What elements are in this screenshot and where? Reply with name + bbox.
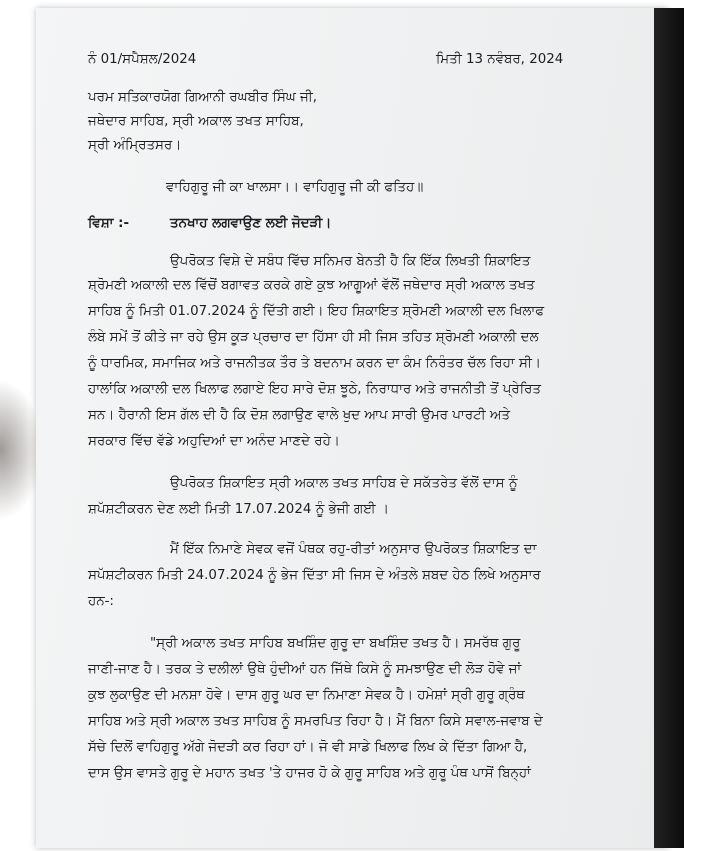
reference-number: ਨੰ 01/ਸਪੈਸ਼ਲ/2024 <box>88 52 197 67</box>
paragraph-line: ਸਾਹਿਬ ਨੂੰ ਮਿਤੀ 01.07.2024 ਨੂੰ ਦਿੱਤੀ ਗਈ। ਇਹ ਸ਼ਿਕਾਇਤ ਸ਼੍ਰੋਮਣੀ ਅਕਾਲੀ ਦਲ ਖਿਲਾਫ <box>88 304 545 319</box>
paragraph-line: ਹਾਲਾਂਕਿ ਅਕਾਲੀ ਦਲ ਖਿਲਾਫ ਲਗਾਏ ਇਹ ਸਾਰੇ ਦੋਸ਼ ਝੂਠੇ, ਨਿਰਾਧਾਰ ਅਤੇ ਰਾਜਨੀਤੀ ਤੋਂ ਪ੍ਰੇਰਿਤ <box>88 382 541 397</box>
quote-line: ਦਾਸ ਉਸ ਵਾਸਤੇ ਗੁਰੂ ਦੇ ਮਹਾਨ ਤਖਤ 'ਤੇ ਹਾਜਰ ਹੋ ਕੇ ਗੁਰੂ ਸਾਹਿਬ ਅਤੇ ਗੁਰੂ ਪੰਥ ਪਾਸੋਂ ਬਿਨ੍ਹਾਂ <box>88 766 531 781</box>
quote-line: ਜਾਣੀ-ਜਾਣ ਹੈ। ਤਰਕ ਤੇ ਦਲੀਲਾਂ ਉਥੇ ਹੁੰਦੀਆਂ ਹਨ ਜਿੱਥੇ ਕਿਸੇ ਨੂੰ ਸਮਝਾਉਣ ਦੀ ਲੋੜ ਹੋਵੇ ਜਾਂ <box>88 662 522 677</box>
quote-line: ਕੁਝ ਲੁਕਾਉਣ ਦੀ ਮਨਸ਼ਾ ਹੋਵੇ। ਦਾਸ ਗੁਰੂ ਘਰ ਦਾ ਨਿਮਾਣਾ ਸੇਵਕ ਹੈ। ਹਮੇਸ਼ਾਂ ਸ੍ਰੀ ਗੁਰੂ ਗ੍ਰੰਥ <box>88 688 525 703</box>
paragraph-line: ਨੂੰ ਧਾਰਮਿਕ, ਸਮਾਜਿਕ ਅਤੇ ਰਾਜਨੀਤਕ ਤੌਰ ਤੇ ਬਦਨਾਮ ਕਰਨ ਦਾ ਕੰਮ ਨਿਰੰਤਰ ਚੱਲ ਰਿਹਾ ਸੀ। <box>88 356 541 371</box>
paragraph-line: ਉਪਰੋਕਤ ਵਿਸ਼ੇ ਦੇ ਸਬੰਧ ਵਿੱਚ ਸਨਿਮਰ ਬੇਨਤੀ ਹੈ ਕਿ ਇੱਕ ਲਿਖਤੀ ਸ਼ਿਕਾਇਤ <box>170 254 531 269</box>
addressee-line: ਸ੍ਰੀ ਅੰਮ੍ਰਿਤਸਰ। <box>88 138 182 153</box>
addressee-line: ਪਰਮ ਸਤਿਕਾਰਯੋਗ ਗਿਆਨੀ ਰਘਬੀਰ ਸਿੰਘ ਜੀ, <box>88 90 318 105</box>
letter-date: ਮਿਤੀ 13 ਨਵੰਬਰ, 2024 <box>436 52 564 67</box>
paragraph-line: ਸਪੱਸ਼ਟੀਕਰਨ ਮਿਤੀ 24.07.2024 ਨੂੰ ਭੇਜ ਦਿੱਤਾ ਸੀ ਜਿਸ ਦੇ ਅੰਤਲੇ ਸ਼ਬਦ ਹੇਠ ਲਿਖੇ ਅਨੁਸਾਰ <box>88 568 541 583</box>
paragraph-line: ਲੰਬੇ ਸਮੇਂ ਤੋਂ ਕੀਤੇ ਜਾ ਰਹੇ ਉਸ ਕੂੜ ਪ੍ਰਚਾਰ ਦਾ ਹਿੱਸਾ ਹੀ ਸੀ ਜਿਸ ਤਹਿਤ ਸ਼੍ਰੋਮਣੀ ਅਕਾਲੀ ਦਲ <box>88 330 539 345</box>
quote-line: ਸੱਚੇ ਦਿਲੋਂ ਵਾਹਿਗੁਰੂ ਅੱਗੇ ਜੋਦੜੀ ਕਰ ਰਿਹਾ ਹਾਂ। ਜੋ ਵੀ ਸਾਡੇ ਖਿਲਾਫ ਲਿਖ ਕੇ ਦਿੱਤਾ ਗਿਆ ਹੈ, <box>88 740 528 755</box>
paragraph-line: ਹਨ-: <box>88 594 114 609</box>
subject-text: ਤਨਖਾਹ ਲਗਵਾਉਣ ਲਈ ਜੋਦੜੀ। <box>170 216 332 231</box>
quote-line: "ਸ੍ਰੀ ਅਕਾਲ ਤਖਤ ਸਾਹਿਬ ਬਖਸ਼ਿੰਦ ਗੁਰੂ ਦਾ ਬਖਸ਼ਿੰਦ ਤਖਤ ਹੈ। ਸਮਰੱਥ ਗੁਰੂ <box>150 636 521 651</box>
paragraph-line: ਉਪਰੋਕਤ ਸ਼ਿਕਾਇਤ ਸ੍ਰੀ ਅਕਾਲ ਤਖਤ ਸਾਹਿਬ ਦੇ ਸਕੱਤਰੇਤ ਵੱਲੋਂ ਦਾਸ ਨੂੰ <box>170 476 518 491</box>
quote-line: ਸਾਹਿਬ ਅਤੇ ਸ੍ਰੀ ਅਕਾਲ ਤਖਤ ਸਾਹਿਬ ਨੂੰ ਸਮਰਪਿਤ ਰਿਹਾ ਹੈ। ਮੈਂ ਬਿਨਾ ਕਿਸੇ ਸਵਾਲ-ਜਵਾਬ ਦੇ <box>88 714 543 729</box>
paragraph-line: ਸ਼ਪੱਸ਼ਟੀਕਰਨ ਦੇਣ ਲਈ ਮਿਤੀ 17.07.2024 ਨੂੰ ਭੇਜੀ ਗਈ । <box>88 502 389 517</box>
page-edge <box>654 8 684 848</box>
salutation: ਵਾਹਿਗੁਰੂ ਜੀ ਕਾ ਖਾਲਸਾ।। ਵਾਹਿਗੁਰੂ ਜੀ ਕੀ ਫਤਿਹ॥ <box>166 180 424 195</box>
paragraph-line: ਸਨ। ਹੈਰਾਨੀ ਇਸ ਗੱਲ ਦੀ ਹੈ ਕਿ ਦੋਸ਼ ਲਗਾਉਣ ਵਾਲੇ ਖੁਦ ਆਪ ਸਾਰੀ ਉਮਰ ਪਾਰਟੀ ਅਤੇ <box>88 408 510 423</box>
paragraph-line: ਮੈਂ ਇੱਕ ਨਿਮਾਣੇ ਸੇਵਕ ਵਜੋਂ ਪੰਥਕ ਰਹੁ-ਰੀਤਾਂ ਅਨੁਸਾਰ ਉਪਰੋਕਤ ਸ਼ਿਕਾਇਤ ਦਾ <box>170 542 537 557</box>
subject-label: ਵਿਸ਼ਾ :- <box>88 216 130 231</box>
paragraph-line: ਸ਼੍ਰੋਮਣੀ ਅਕਾਲੀ ਦਲ ਵਿੱਚੋਂ ਬਗਾਵਤ ਕਰਕੇ ਗਏ ਕੁਝ ਆਗੂਆਂ ਵੱਲੋਂ ਜਥੇਦਾਰ ਸ੍ਰੀ ਅਕਾਲ ਤਖਤ <box>88 278 535 293</box>
addressee-line: ਜਥੇਦਾਰ ਸਾਹਿਬ, ਸ੍ਰੀ ਅਕਾਲ ਤਖਤ ਸਾਹਿਬ, <box>88 114 304 129</box>
paragraph-line: ਸਰਕਾਰ ਵਿੱਚ ਵੱਡੇ ਅਹੁਦਿਆਂ ਦਾ ਅਨੰਦ ਮਾਣਦੇ ਰਹੇ। <box>88 434 340 449</box>
